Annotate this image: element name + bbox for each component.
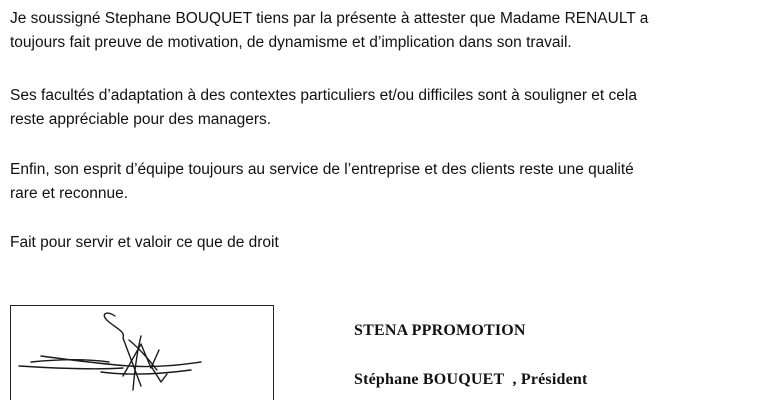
paragraph-adaptation: Ses facultés d’adaptation à des contextes particuliers et/ou difficiles sont à souligner et cela reste appréciable pour des managers. <box>10 87 637 128</box>
company-name: STENA PPROMOTION <box>354 322 526 339</box>
handwritten-signature <box>11 306 273 400</box>
paragraph-team-spirit: Enfin, son esprit d’équipe toujours au service de l’entreprise et des clients reste une qualité rare et reconnue. <box>10 161 634 202</box>
paragraph-closing: Fait pour servir et valoir ce que de droit <box>10 234 279 251</box>
signatory-name-title: Stéphane BOUQUET , Président <box>354 371 588 388</box>
signature-box <box>10 305 274 400</box>
paragraph-attestation: Je soussigné Stephane BOUQUET tiens par la présente à attester que Madame RENAULT a toujours fait preuve de motivation, de dynamisme et d’implication dans son travail. <box>10 10 649 51</box>
